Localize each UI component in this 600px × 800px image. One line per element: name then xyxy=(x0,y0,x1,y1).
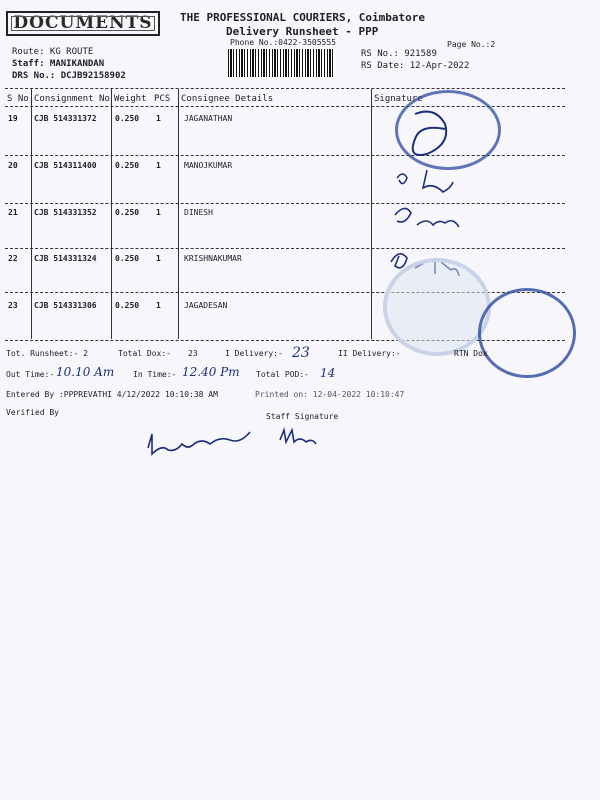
col-pcs: PCS xyxy=(154,94,171,104)
row-pcs: 1 xyxy=(156,301,161,310)
staff-name: Staff: MANIKANDAN xyxy=(12,59,105,69)
row-pcs: 1 xyxy=(156,161,161,170)
total-pod-value: 14 xyxy=(320,366,336,380)
signature-stroke xyxy=(280,430,316,444)
route: Route: KG ROUTE xyxy=(12,47,94,57)
row-sno: 20 xyxy=(8,161,18,170)
documents-logo: DOCUMENTS xyxy=(6,11,160,36)
entered-by: Entered By :PPPREVATHI 4/12/2022 10:10:38 AM xyxy=(6,390,218,399)
col-divider xyxy=(31,89,32,339)
row-consignment: CJB 514331372 xyxy=(34,114,97,123)
row-consignment: CJB 514311400 xyxy=(34,161,97,170)
row-weight: 0.250 xyxy=(115,114,140,123)
row-consignment: CJB 514331324 xyxy=(34,254,97,263)
row-pcs: 1 xyxy=(156,254,161,263)
col-divider xyxy=(371,89,372,339)
row-pcs: 1 xyxy=(156,114,161,123)
row-sno: 22 xyxy=(8,254,18,263)
row-consignment: CJB 514331306 xyxy=(34,301,97,310)
col-consignment: Consignment No xyxy=(34,94,110,104)
row-consignee: KRISHNAKUMAR xyxy=(184,254,242,263)
row-sno: 23 xyxy=(8,301,18,310)
row-pcs: 1 xyxy=(156,208,161,217)
row-weight: 0.250 xyxy=(115,301,140,310)
runsheet-title: Delivery Runsheet - PPP xyxy=(226,25,379,38)
staff-signature-label: Staff Signature xyxy=(266,412,339,421)
table-top-rule xyxy=(5,88,565,89)
i-delivery-value: 23 xyxy=(292,345,310,361)
col-divider xyxy=(178,89,179,339)
signature-stroke xyxy=(397,170,453,192)
total-dox-value: 23 xyxy=(188,349,198,358)
company-stamp xyxy=(395,90,501,170)
row-weight: 0.250 xyxy=(115,161,140,170)
row-consignee: MANOJKUMAR xyxy=(184,161,233,170)
ii-delivery-label: II Delivery:- xyxy=(338,349,401,358)
in-time-label: In Time:- xyxy=(133,370,177,379)
company-name: THE PROFESSIONAL COURIERS, Coimbatore xyxy=(180,11,426,24)
out-time-label: Out Time:- xyxy=(6,370,55,379)
tot-runsheet: Tot. Runsheet:- 2 xyxy=(6,349,88,358)
phone-number: Phone No.:0422-3505555 xyxy=(230,38,336,47)
row-consignee: JAGANATHAN xyxy=(184,114,233,123)
rtn-dox-label: RTN Dox xyxy=(454,349,488,358)
verified-by: Verified By xyxy=(6,408,59,417)
drs-number: DRS No.: DCJB92158902 xyxy=(12,71,126,81)
page-number: Page No.:2 xyxy=(447,40,496,49)
i-delivery-label: I Delivery:- xyxy=(225,349,283,358)
received-stamp xyxy=(478,288,576,378)
printed-on: Printed on: 12-04-2022 10:10:47 xyxy=(255,390,405,399)
staff-signature-mark xyxy=(140,418,340,468)
row-weight: 0.250 xyxy=(115,208,140,217)
out-time-value: 10.10 Am xyxy=(56,365,115,379)
barcode xyxy=(228,49,335,77)
col-weight: Weight xyxy=(114,94,147,104)
signature-stroke xyxy=(148,432,250,454)
row-consignee: DINESH xyxy=(184,208,213,217)
row-consignment: CJB 514331352 xyxy=(34,208,97,217)
col-signature: Signature xyxy=(374,94,423,104)
row-consignee: JAGADESAN xyxy=(184,301,228,310)
rs-date: RS Date: 12-Apr-2022 xyxy=(361,61,470,71)
signature-stroke xyxy=(395,208,459,227)
in-time-value: 12.40 Pm xyxy=(182,365,240,379)
faded-stamp xyxy=(383,258,491,356)
rs-number: RS No.: 921589 xyxy=(361,49,437,59)
col-consignee: Consignee Details xyxy=(181,94,274,104)
total-dox-label: Total Dox:- xyxy=(118,349,171,358)
col-sno: S No xyxy=(7,94,29,104)
total-pod-label: Total POD:- xyxy=(256,370,309,379)
row-sno: 21 xyxy=(8,208,18,217)
row-sno: 19 xyxy=(8,114,18,123)
row-weight: 0.250 xyxy=(115,254,140,263)
col-divider xyxy=(111,89,112,339)
